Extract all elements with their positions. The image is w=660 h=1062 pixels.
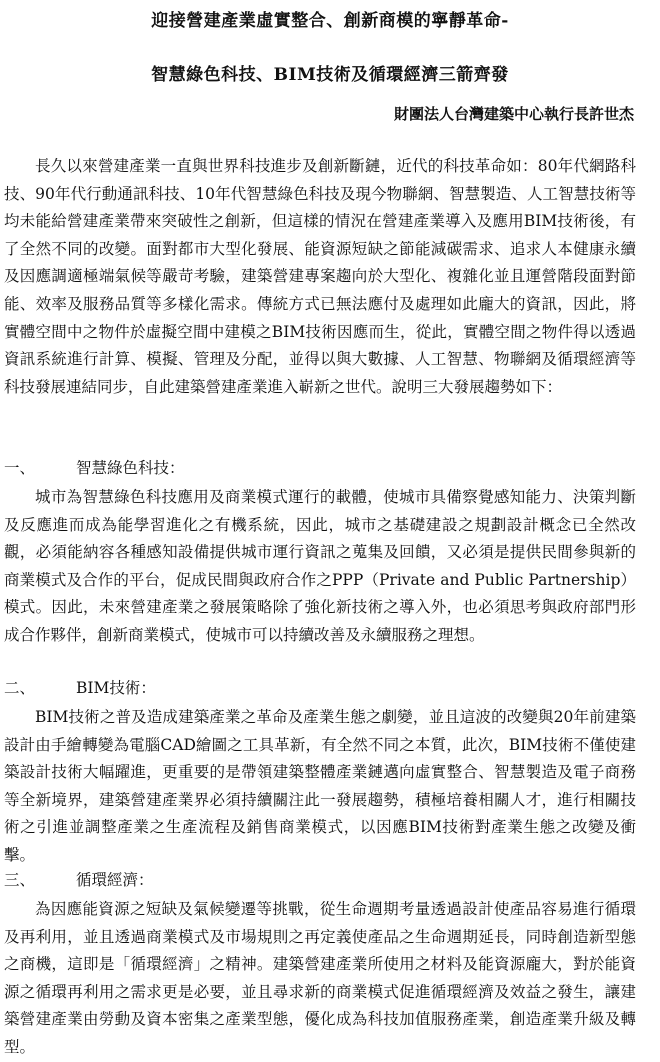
section-paragraph-3 [4, 896, 636, 1062]
section-title-1: 智慧綠色科技： [76, 459, 185, 477]
section-text-1: 城市為智慧綠色科技應用及商業模式運行的載體，使城市具備察覺感知能力、決策判斷及反應進而成為能學習進化之有機系統，因此，城市之基礎建設之規劃設計概念已全然改觀，必須能納容各種感知設備提供城市運行資訊之蒐集及回饋，又必須是提供民間參與新的商業模式及合作的平台，促成民間與政府合作之PPP（Private and Public Partnership）模式。因此，未來營建產業之發展策略除了強化新技術之導入外，也必須思考與政府部門形成合作夥伴，創新商業模式，使城市可以持續改善及永續服務之理想。 [4, 488, 636, 644]
section-text-3: 為因應能資源之短缺及氣候變遷等挑戰，從生命週期考量透過設計使產品容易進行循環及再利用，並且透過商業模式及市場規則之再定義使產品之生命週期延長，同時創造新型態之商機，這即是「循環經濟」之精神。建築營建產業所使用之材料及能資源龐大，對於能資源之循環再利用之需求更是必要，並且尋求新的商業模式促進循環經濟及效益之發生，讓建築營建產業由勞動及資本密集之產業型態，優化成為科技加值服務產業，創造產業升級及轉型。 [4, 900, 636, 1056]
section-number-2: 二、 [4, 679, 36, 697]
document-author: 財團法人台灣建築中心執行長許世杰 [393, 105, 634, 123]
section-number-1: 一、 [4, 459, 36, 477]
section-text-2: BIM技術之普及造成建築產業之革命及產業生態之劇變，並且這波的改變與20年前建築設計由手繪轉變為電腦CAD繪圖之工具革新，有全然不同之本質，此次，BIM技術不僅使建築設計技術大幅躍進，更重要的是帶領建築整體產業鏈邁向虛實整合、智慧製造及電子商務等全新境界，建築營建產業界必須持續關注此一發展趨勢，積極培養相關人才，進行相關技術之引進並調整產業之生產流程及銷售商業模式，以因應BIM技術對產業生態之改變及衝擊。 [4, 708, 636, 864]
document-title-line2: 智慧綠色科技、BIM技術及循環經濟三箭齊發 [151, 65, 509, 85]
section-title-3: 循環經濟： [76, 871, 154, 889]
section-heading-2 [4, 676, 156, 698]
document-title-line1: 迎接營建產業虛實整合、創新商模的寧靜革命- [151, 11, 509, 31]
section-paragraph-1 [4, 484, 636, 650]
section-heading-1 [4, 456, 185, 478]
section-paragraph-2 [4, 704, 636, 870]
section-heading-3 [4, 868, 154, 890]
intro-paragraph [4, 153, 636, 401]
section-title-2: BIM技術： [76, 679, 156, 697]
intro-text: 長久以來營建產業一直與世界科技進步及創新斷鏈，近代的科技革命如：80年代網路科技、90年代行動通訊科技、10年代智慧綠色科技及現今物聯網、智慧製造、人工智慧技術等均未能給營建產業帶來突破性之創新，但這樣的情況在營建產業導入及應用BIM技術後，有了全然不同的改變。面對都市大型化發展、能資源短缺之節能減碳需求、追求人本健康永續及因應調適極端氣候等嚴苛考驗，建築營建專案趨向於大型化、複雜化並且運營階段面對節能、效率及服務品質等多樣化需求。傳統方式已無法應付及處理如此龐大的資訊，因此，將實體空間中之物件於虛擬空間中建模之BIM技術因應而生，從此，實體空間之物件得以透過資訊系統進行計算、模擬、管理及分配，並得以與大數據、人工智慧、物聯網及循環經濟等科技發展連結同步，自此建築營建產業進入嶄新之世代。說明三大發展趨勢如下： [4, 157, 636, 396]
section-number-3: 三、 [4, 871, 36, 889]
